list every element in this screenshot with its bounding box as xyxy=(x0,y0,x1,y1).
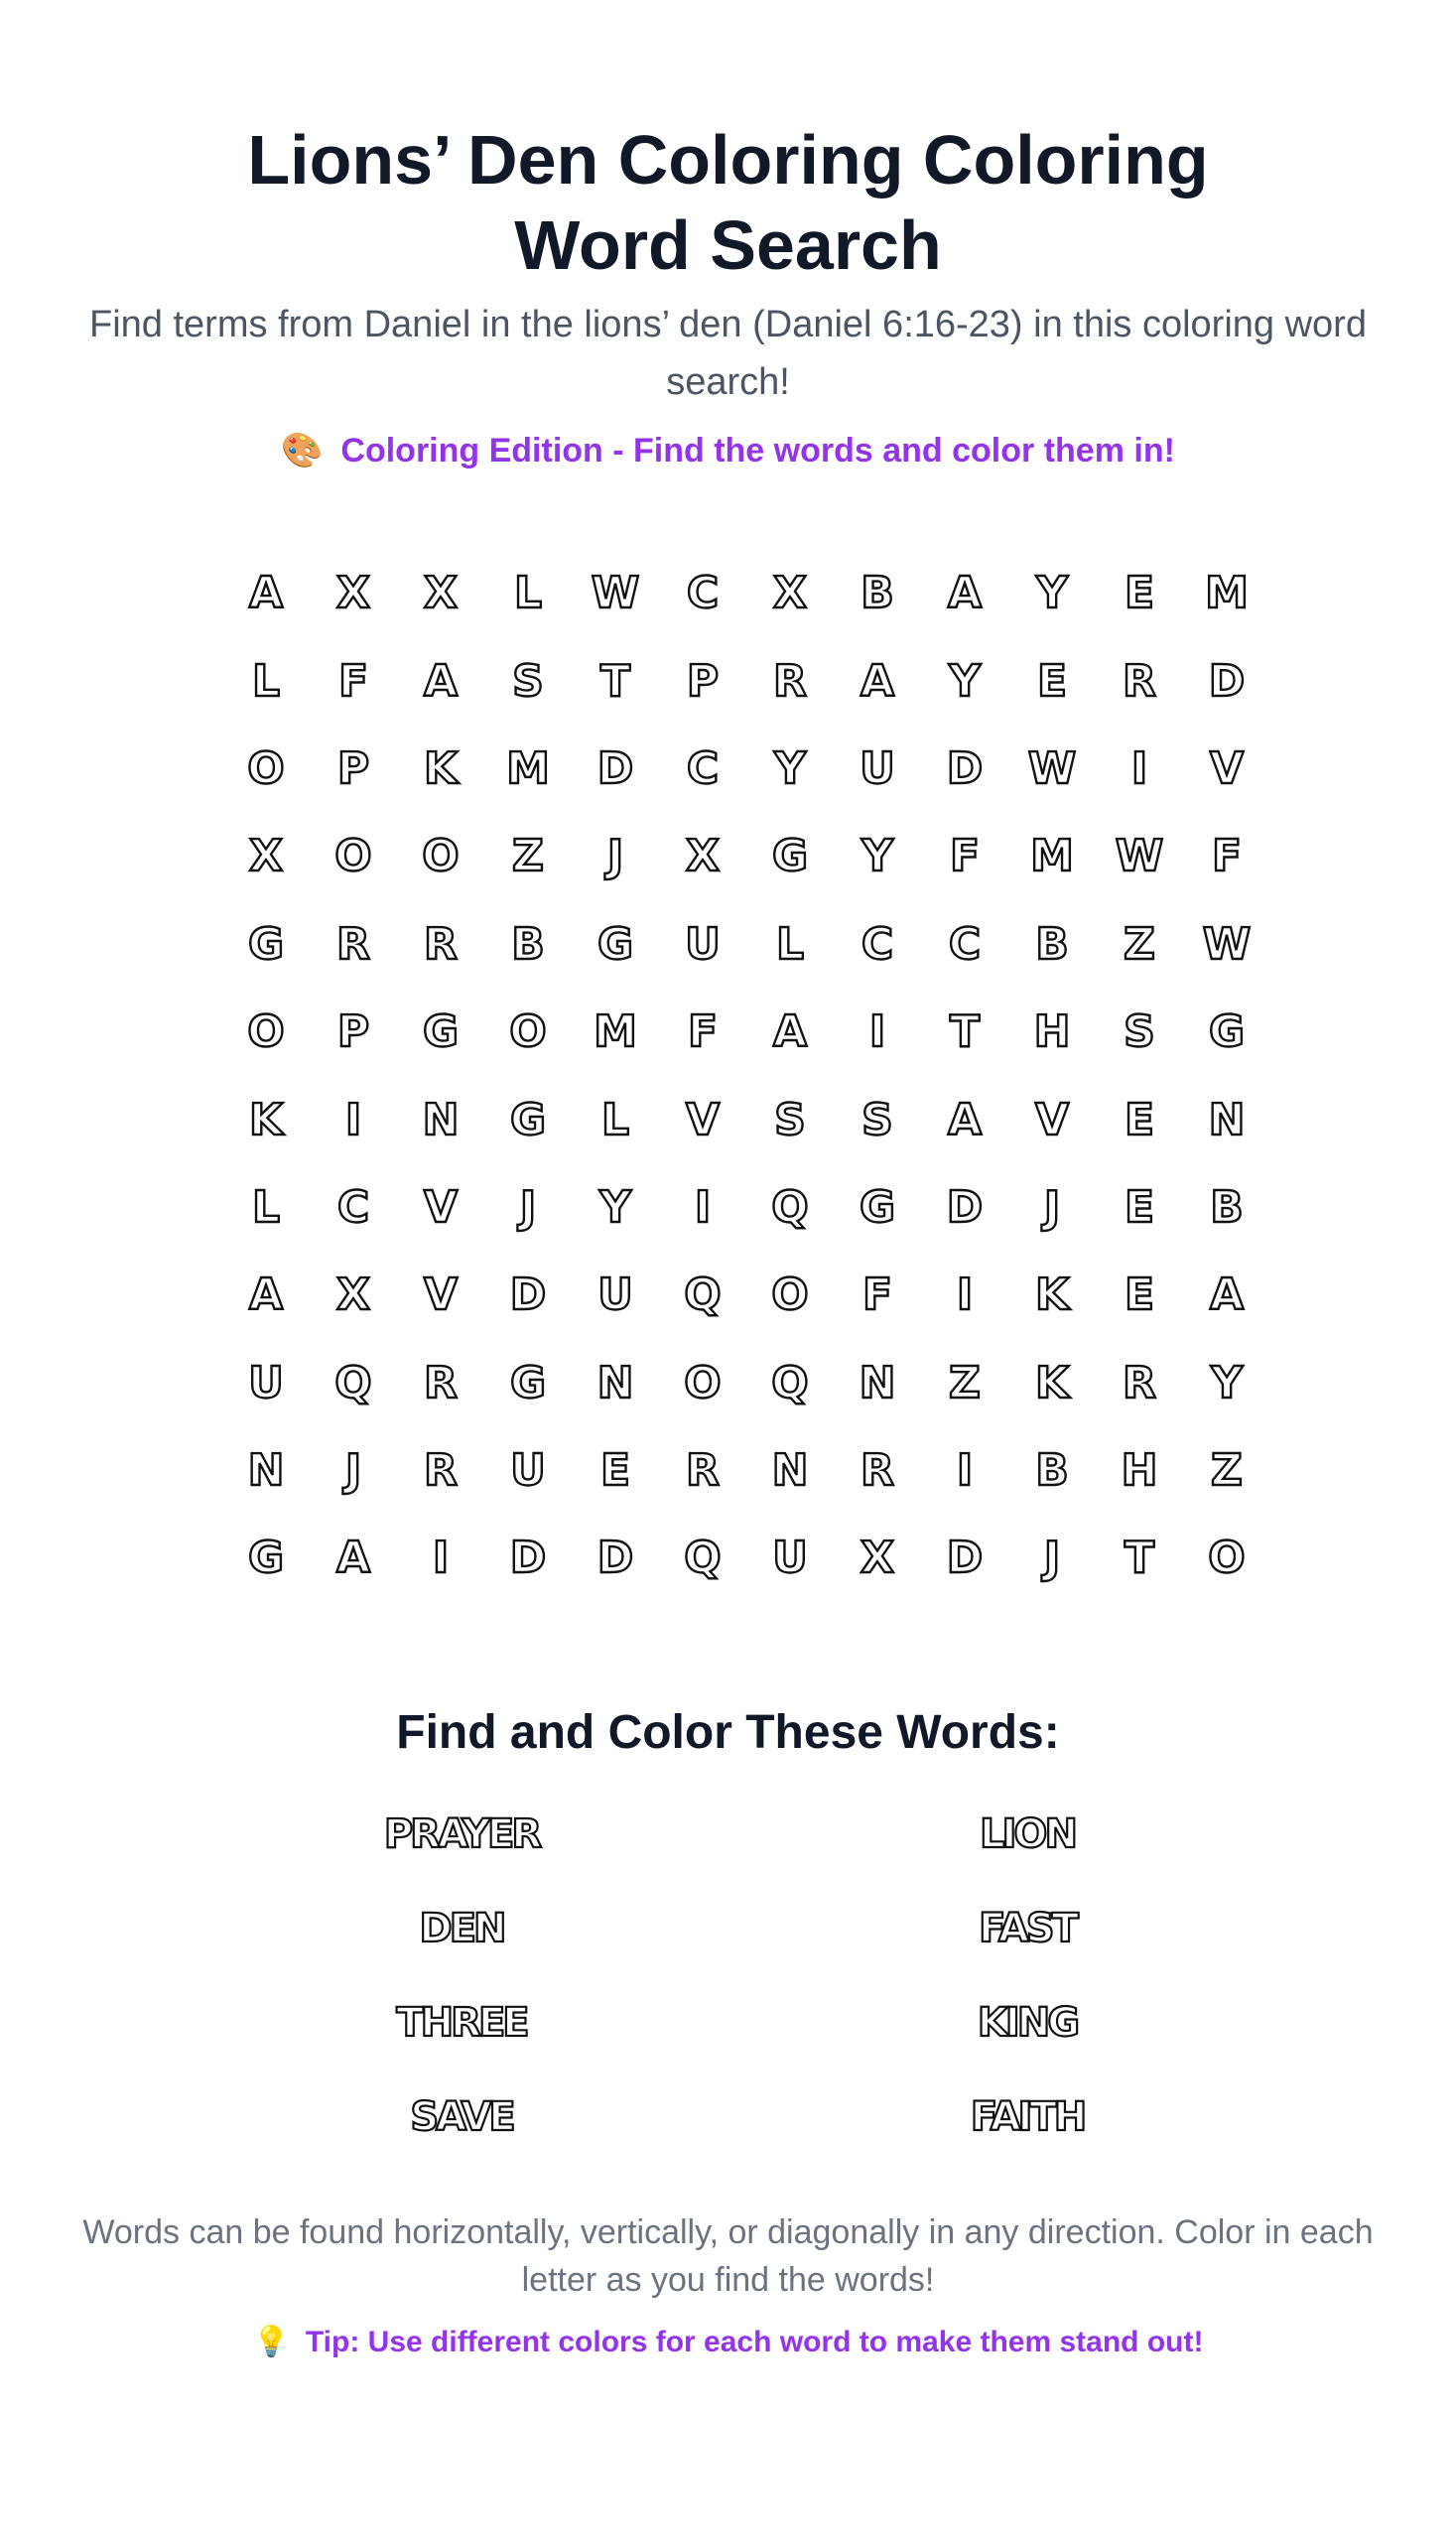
grid-letter[interactable]: M xyxy=(1030,831,1074,882)
grid-letter[interactable]: G xyxy=(1208,1006,1246,1058)
page-title: Lions’ Den Coloring Coloring Word Search xyxy=(247,121,1209,284)
grid-letter[interactable]: G xyxy=(247,918,285,970)
grid-letter[interactable]: G xyxy=(771,831,809,882)
grid-letter[interactable]: H xyxy=(1033,1006,1071,1058)
lightbulb-icon: 💡 xyxy=(252,2326,290,2358)
grid-letter[interactable]: J xyxy=(344,1445,362,1497)
grid-letter[interactable]: O xyxy=(422,831,460,882)
grid-letter[interactable]: B xyxy=(1210,1181,1244,1233)
grid-letter[interactable]: W xyxy=(1202,918,1252,970)
grid-letter[interactable]: K xyxy=(1034,1357,1070,1408)
grid-letter[interactable]: D xyxy=(946,1533,984,1584)
grid-letter[interactable]: K xyxy=(423,742,459,794)
word-list-item: PRAYER xyxy=(383,1811,540,1857)
grid-letter[interactable]: J xyxy=(519,1181,537,1233)
word-list-item: DEN xyxy=(419,1906,504,1951)
grid-letter[interactable]: R xyxy=(424,1445,458,1497)
grid-letter[interactable]: P xyxy=(336,742,370,794)
grid-letter[interactable]: G xyxy=(596,918,634,970)
grid-letter[interactable]: P xyxy=(686,655,720,707)
grid-letter[interactable]: U xyxy=(772,1533,808,1584)
grid-letter[interactable]: Y xyxy=(1036,568,1068,619)
grid-letter[interactable]: D xyxy=(1208,655,1246,707)
grid-letter[interactable]: E xyxy=(1124,1181,1155,1233)
grid-letter[interactable]: U xyxy=(685,918,721,970)
grid-letter[interactable]: G xyxy=(509,1357,547,1408)
grid-letter[interactable]: M xyxy=(506,742,550,794)
grid-letter[interactable]: I xyxy=(694,1181,712,1233)
grid-letter[interactable]: W xyxy=(1115,831,1164,882)
grid-letter[interactable]: A xyxy=(248,1270,284,1321)
grid-letter[interactable]: G xyxy=(859,1181,896,1233)
edition-text: Coloring Edition - Find the words and color them in! xyxy=(340,432,1175,469)
palette-icon: 🎨 xyxy=(281,432,324,469)
word-list-item: FAST xyxy=(979,1906,1076,1951)
tip-banner xyxy=(0,2321,1456,2364)
grid-letter[interactable]: A xyxy=(772,1006,808,1058)
grid-letter[interactable]: R xyxy=(773,655,807,707)
grid-letter[interactable]: K xyxy=(1034,1270,1070,1321)
grid-letter[interactable]: T xyxy=(1124,1533,1154,1584)
grid-letter[interactable]: I xyxy=(344,1094,362,1145)
page-subtitle: Find terms from Daniel in the lions’ den (Daniel 6:16-23) in this coloring word search! xyxy=(89,304,1367,403)
grid-letter[interactable]: S xyxy=(1124,1006,1155,1058)
grid-letter[interactable]: L xyxy=(251,655,281,707)
grid-letter[interactable]: C xyxy=(860,918,894,970)
grid-letter[interactable]: B xyxy=(511,918,545,970)
grid-letter[interactable]: A xyxy=(335,1533,371,1584)
grid-letter[interactable]: T xyxy=(949,1006,980,1058)
grid-letter[interactable]: Y xyxy=(861,831,893,882)
grid-letter[interactable]: G xyxy=(422,1006,460,1058)
grid-letter[interactable]: X xyxy=(773,568,807,619)
grid-letter[interactable]: Z xyxy=(1124,918,1155,970)
grid-letter[interactable]: R xyxy=(860,1445,894,1497)
grid-letter[interactable]: Y xyxy=(599,1181,631,1233)
grid-letter[interactable]: S xyxy=(512,655,544,707)
word-list xyxy=(179,1805,1310,2182)
word-list-item: FAITH xyxy=(970,2094,1085,2140)
tip-text: Tip: Use different colors for each word to make them stand out! xyxy=(305,2326,1204,2358)
grid-letter[interactable]: M xyxy=(594,1006,637,1058)
grid-letter[interactable]: J xyxy=(1043,1181,1061,1233)
grid-letter[interactable]: D xyxy=(596,742,634,794)
grid-letter[interactable]: F xyxy=(687,1006,719,1058)
grid-letter[interactable]: A xyxy=(248,568,284,619)
grid-letter[interactable]: A xyxy=(860,655,895,707)
grid-letter[interactable]: Q xyxy=(334,1357,372,1408)
grid-letter[interactable]: O xyxy=(334,831,372,882)
grid-letter[interactable]: Q xyxy=(771,1181,809,1233)
grid-letter[interactable]: R xyxy=(336,918,370,970)
grid-letter[interactable]: P xyxy=(336,1006,370,1058)
grid-letter[interactable]: U xyxy=(510,1445,546,1497)
grid-letter[interactable]: Y xyxy=(1211,1357,1243,1408)
grid-letter[interactable]: O xyxy=(247,742,285,794)
grid-letter[interactable]: E xyxy=(1036,655,1068,707)
grid-letter[interactable]: E xyxy=(1124,568,1155,619)
grid-letter[interactable]: D xyxy=(596,1533,634,1584)
grid-letter[interactable]: C xyxy=(948,918,982,970)
grid-letter[interactable]: V xyxy=(1034,1094,1070,1145)
grid-letter[interactable]: R xyxy=(424,918,458,970)
instructions-text: Words can be found horizontally, vertically, or diagonally in any direction. Color in each letter as you find the words! xyxy=(82,2213,1374,2299)
edition-banner xyxy=(0,427,1456,474)
grid-letter[interactable]: O xyxy=(684,1357,722,1408)
grid-letter[interactable]: X xyxy=(336,568,370,619)
word-list-item: THREE xyxy=(396,2000,527,2046)
grid-letter[interactable]: Y xyxy=(774,742,806,794)
grid-letter[interactable]: X xyxy=(686,831,720,882)
grid-letter[interactable]: S xyxy=(774,1094,806,1145)
grid-letter[interactable]: X xyxy=(424,568,458,619)
grid-letter[interactable]: N xyxy=(859,1357,896,1408)
grid-letter[interactable]: D xyxy=(946,1181,984,1233)
grid-letter[interactable]: U xyxy=(597,1270,633,1321)
grid-letter[interactable]: Z xyxy=(949,1357,981,1408)
grid-letter[interactable]: Q xyxy=(684,1533,722,1584)
grid-letter[interactable]: H xyxy=(1121,1445,1158,1497)
grid-letter[interactable]: R xyxy=(424,1357,458,1408)
grid-letter[interactable]: A xyxy=(947,568,983,619)
grid-letter[interactable]: U xyxy=(860,742,895,794)
grid-letter[interactable]: I xyxy=(1130,742,1148,794)
grid-letter[interactable]: N xyxy=(771,1445,809,1497)
grid-letter[interactable]: L xyxy=(251,1181,281,1233)
word-list-item: KING xyxy=(977,2000,1078,2046)
grid-letter[interactable]: A xyxy=(1209,1270,1245,1321)
grid-letter[interactable]: S xyxy=(861,1094,893,1145)
grid-letter[interactable]: R xyxy=(1123,1357,1156,1408)
grid-letter[interactable]: E xyxy=(1124,1270,1155,1321)
grid-letter[interactable]: B xyxy=(860,568,894,619)
grid-letter[interactable]: M xyxy=(1205,568,1249,619)
grid-letter[interactable]: G xyxy=(509,1094,547,1145)
grid-letter[interactable]: O xyxy=(509,1006,547,1058)
grid-letter[interactable]: Q xyxy=(684,1270,722,1321)
word-list-item: SAVE xyxy=(410,2094,513,2140)
grid-letter[interactable]: Z xyxy=(512,831,544,882)
grid-letter[interactable]: E xyxy=(1124,1094,1155,1145)
grid-letter[interactable]: J xyxy=(606,831,624,882)
grid-letter[interactable]: W xyxy=(1027,742,1077,794)
grid-letter[interactable]: T xyxy=(599,655,630,707)
word-list-heading: Find and Color These Words: xyxy=(396,1706,1060,1759)
grid-letter[interactable]: N xyxy=(596,1357,634,1408)
grid-letter[interactable]: O xyxy=(771,1270,809,1321)
grid-letter[interactable]: R xyxy=(686,1445,720,1497)
grid-letter[interactable]: D xyxy=(509,1270,547,1321)
grid-letter[interactable]: B xyxy=(1035,1445,1069,1497)
grid-letter[interactable]: V xyxy=(685,1094,721,1145)
grid-letter[interactable]: X xyxy=(860,1533,894,1584)
grid-letter[interactable]: I xyxy=(956,1270,974,1321)
grid-letter[interactable]: O xyxy=(247,1006,285,1058)
grid-letter[interactable]: F xyxy=(861,1270,893,1321)
grid-letter[interactable]: C xyxy=(336,1181,370,1233)
grid-letter[interactable]: K xyxy=(248,1094,284,1145)
grid-letter[interactable]: N xyxy=(1208,1094,1246,1145)
grid-letter[interactable]: F xyxy=(337,655,369,707)
grid-letter[interactable]: L xyxy=(513,568,543,619)
grid-letter[interactable]: I xyxy=(956,1445,974,1497)
grid-letter[interactable]: D xyxy=(946,742,984,794)
grid-letter[interactable]: G xyxy=(247,1533,285,1584)
grid-letter[interactable]: N xyxy=(422,1094,460,1145)
grid-letter[interactable]: O xyxy=(1208,1533,1246,1584)
grid-letter[interactable]: L xyxy=(600,1094,630,1145)
grid-letter[interactable]: Y xyxy=(949,655,981,707)
grid-letter[interactable]: X xyxy=(336,1270,370,1321)
grid-letter[interactable]: I xyxy=(432,1533,450,1584)
grid-letter[interactable]: V xyxy=(423,1181,459,1233)
word-list-item: LION xyxy=(980,1811,1075,1857)
grid-letter[interactable]: B xyxy=(1035,918,1069,970)
grid-letter[interactable]: J xyxy=(1043,1533,1061,1584)
grid-letter[interactable]: R xyxy=(1123,655,1156,707)
grid-letter[interactable]: X xyxy=(249,831,283,882)
grid-letter[interactable]: F xyxy=(1211,831,1243,882)
grid-letter[interactable]: I xyxy=(868,1006,886,1058)
grid-letter[interactable]: C xyxy=(686,742,720,794)
letter-grid xyxy=(222,550,1270,1603)
grid-letter[interactable]: U xyxy=(248,1357,284,1408)
grid-letter[interactable]: W xyxy=(591,568,640,619)
grid-letter[interactable]: L xyxy=(775,918,805,970)
grid-letter[interactable]: V xyxy=(1209,742,1245,794)
grid-letter[interactable]: D xyxy=(509,1533,547,1584)
grid-letter[interactable]: F xyxy=(949,831,981,882)
grid-letter[interactable]: A xyxy=(947,1094,983,1145)
grid-letter[interactable]: Q xyxy=(771,1357,809,1408)
grid-letter[interactable]: E xyxy=(599,1445,631,1497)
grid-letter[interactable]: A xyxy=(423,655,459,707)
grid-letter[interactable]: Z xyxy=(1211,1445,1243,1497)
grid-letter[interactable]: C xyxy=(686,568,720,619)
grid-letter[interactable]: V xyxy=(423,1270,459,1321)
grid-letter[interactable]: N xyxy=(247,1445,285,1497)
